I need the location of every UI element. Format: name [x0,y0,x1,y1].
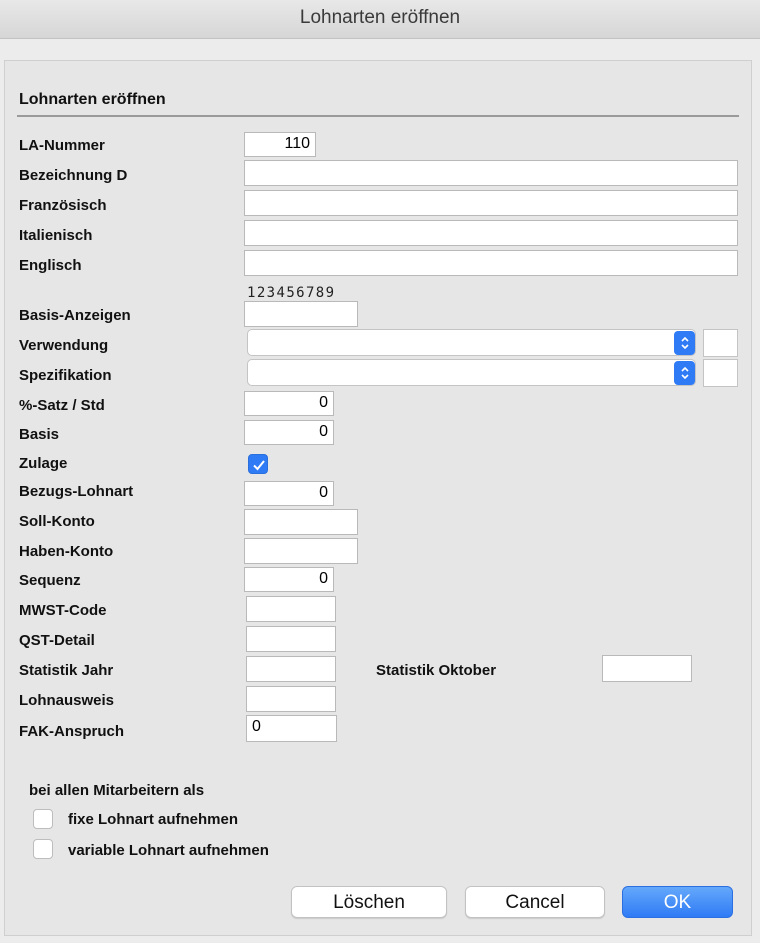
satz-std-label: %-Satz / Std [19,397,105,414]
window-title: Lohnarten eröffnen [299,7,461,28]
satz-std-input[interactable]: 0 [244,391,334,416]
qst-detail-input[interactable] [246,626,336,652]
loeschen-button[interactable]: Löschen [291,886,447,918]
basis-input[interactable]: 0 [244,420,334,445]
bezugs-lohnart-input[interactable]: 0 [244,481,334,506]
haben-konto-input[interactable] [244,538,358,564]
lohnausweis-input[interactable] [246,686,336,712]
mitarbeiter-heading: bei allen Mitarbeitern als [29,782,205,799]
title-bar [0,0,760,39]
verwendung-select[interactable] [247,329,696,356]
variable-lohnart-checkbox[interactable] [33,839,53,859]
bezeichnung-d-label: Bezeichnung D [19,167,128,184]
bezugs-lohnart-label: Bezugs-Lohnart [19,483,134,500]
digit-ruler: 123456789 [247,285,336,301]
updown-arrows-icon[interactable] [674,361,695,385]
basis-label: Basis [19,426,60,443]
italienisch-input[interactable] [244,220,738,246]
cancel-button[interactable]: Cancel [465,886,605,918]
la-nummer-label: LA-Nummer [19,137,105,154]
section-title: Lohnarten eröffnen [19,91,166,108]
ok-button[interactable]: OK [622,886,733,918]
englisch-input[interactable] [244,250,738,276]
soll-konto-input[interactable] [244,509,358,535]
verwendung-extra-input[interactable] [703,329,738,357]
zulage-label: Zulage [19,455,68,472]
fixe-lohnart-label[interactable]: fixe Lohnart aufnehmen [68,811,239,828]
bezeichnung-d-input[interactable] [244,160,738,186]
statistik-oktober-label: Statistik Oktober [376,662,497,679]
mwst-code-label: MWST-Code [19,602,107,619]
verwendung-label: Verwendung [19,337,109,354]
la-nummer-input[interactable]: 110 [244,132,316,157]
basis-anzeigen-label: Basis-Anzeigen [19,307,131,324]
updown-arrows-icon[interactable] [674,331,695,355]
basis-anzeigen-input[interactable] [244,301,358,327]
fak-anspruch-label: FAK-Anspruch [19,723,124,740]
fak-anspruch-input[interactable]: 0 [246,715,337,742]
lohnausweis-label: Lohnausweis [19,692,115,709]
variable-lohnart-label[interactable]: variable Lohnart aufnehmen [68,842,269,859]
fixe-lohnart-checkbox[interactable] [33,809,53,829]
statistik-oktober-input[interactable] [602,655,692,682]
section-divider [17,115,739,117]
sequenz-input[interactable]: 0 [244,567,334,592]
zulage-checkbox[interactable] [248,454,268,474]
franzoesisch-label: Französisch [19,197,107,214]
sequenz-label: Sequenz [19,572,81,589]
englisch-label: Englisch [19,257,82,274]
mwst-code-input[interactable] [246,596,336,622]
franzoesisch-input[interactable] [244,190,738,216]
spezifikation-label: Spezifikation [19,367,112,384]
statistik-jahr-input[interactable] [246,656,336,682]
checkmark-icon [252,458,266,472]
spezifikation-select[interactable] [247,359,696,386]
spezifikation-extra-input[interactable] [703,359,738,387]
statistik-jahr-label: Statistik Jahr [19,662,114,679]
haben-konto-label: Haben-Konto [19,543,114,560]
italienisch-label: Italienisch [19,227,93,244]
qst-detail-label: QST-Detail [19,632,95,649]
soll-konto-label: Soll-Konto [19,513,95,530]
